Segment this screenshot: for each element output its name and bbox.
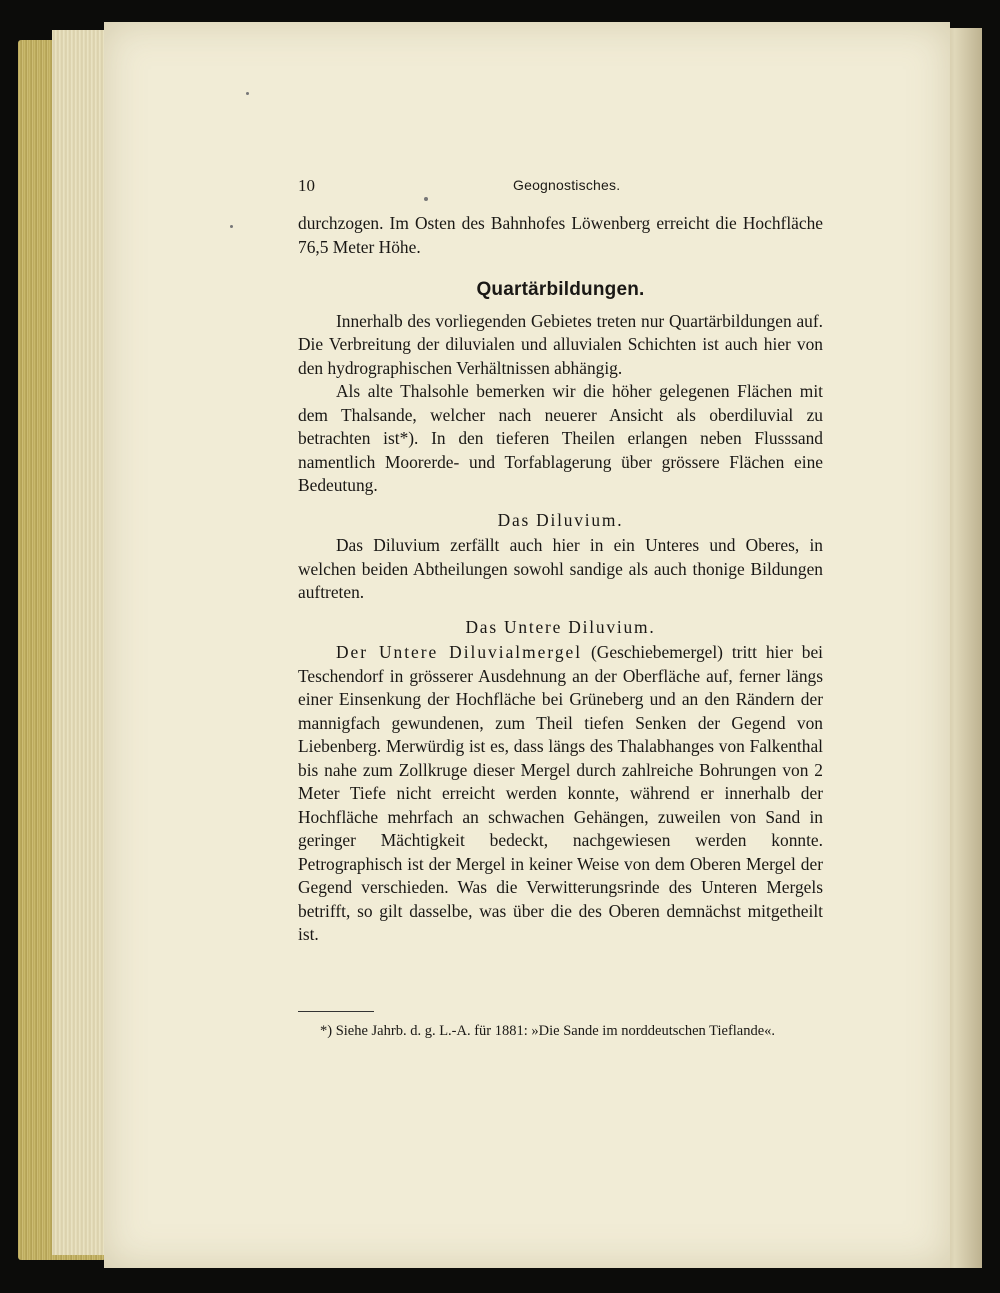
heading-quartaerbildungen: Quartärbildungen.: [476, 279, 645, 300]
running-head: Geognostisches.: [513, 177, 621, 193]
paper-speck: [424, 197, 428, 201]
body-text: [298, 212, 823, 947]
page-stack: [52, 30, 106, 1255]
footnote-rule: [298, 1011, 374, 1012]
paragraph: [298, 641, 823, 947]
spaced-lead-term: Der Untere Diluvialmergel: [336, 642, 583, 662]
footnote: [298, 1021, 823, 1042]
paper-speck: [246, 92, 249, 95]
page-number: 10: [298, 176, 315, 195]
opening-paragraph: durchzogen. Im Osten des Bahnhofes Löwenberg erreicht die Hochfläche 76,5 Meter Höhe.: [298, 213, 823, 257]
heading-das-diluvium: Das Diluvium.: [497, 509, 624, 530]
heading-das-untere-diluvium: Das Untere Diluvium.: [465, 616, 656, 637]
footnote-text: *) Siehe Jahrb. d. g. L.-A. für 1881: »Die Sande im norddeutschen Tieflande«.: [320, 1023, 776, 1039]
paragraph: Das Diluvium zerfällt auch hier in ein Unteres und Oberes, in welchen beiden Abtheilungen sowohl sandige als auch thonige Bildungen auftreten.: [298, 535, 823, 602]
paper-speck: [230, 225, 233, 228]
paragraph-body: (Geschiebemergel) tritt hier bei Teschendorf in grösserer Ausdehnung an der Oberfläche auf, ferner längs einer Einsenkung der Hochfläche bei Grüneberg und an den Rändern der mannigfach gewundenen, zum Theil tiefen Senken der Gegend von Liebenberg. Merwürdig ist es, dass längs des Thalabhanges von Falkenthal bis nahe zum Zollkruge dieser Mergel durch zahlreiche Bohrungen von 2 Meter Tiefe nicht erreicht werden konnte, während er innerhalb der Hochfläche mehrfach an schwachen Gehängen, zuweilen von Sand in geringer Mächtigkeit bedeckt, nachgewiesen werden konnte. Petrographisch ist der Mergel in keiner Weise von dem Oberen Mergel der Gegend verschieden. Was die Verwitterungsrinde des Unteren Mergels betrifft, so gilt dasselbe, was über die des Oberen demnächst mitgetheilt ist.: [298, 642, 824, 944]
page-header: [298, 176, 628, 196]
paragraph: Innerhalb des vorliegenden Gebietes treten nur Quartärbildungen auf. Die Verbreitung der diluvialen und alluvialen Schichten ist auch hier von den hydrographischen Verhältnissen abhängig.: [298, 310, 823, 378]
paragraph: Als alte Thalsohle bemerken wir die höher gelegenen Flächen mit dem Thalsande, welcher nach neuerer Ansicht als oberdiluvial zu betrachten ist*). In den tieferen Theilen erlangen neben Flusssand namentlich Moorerde- und Torfablagerung über grössere Flächen eine Bedeutung.: [298, 381, 823, 495]
